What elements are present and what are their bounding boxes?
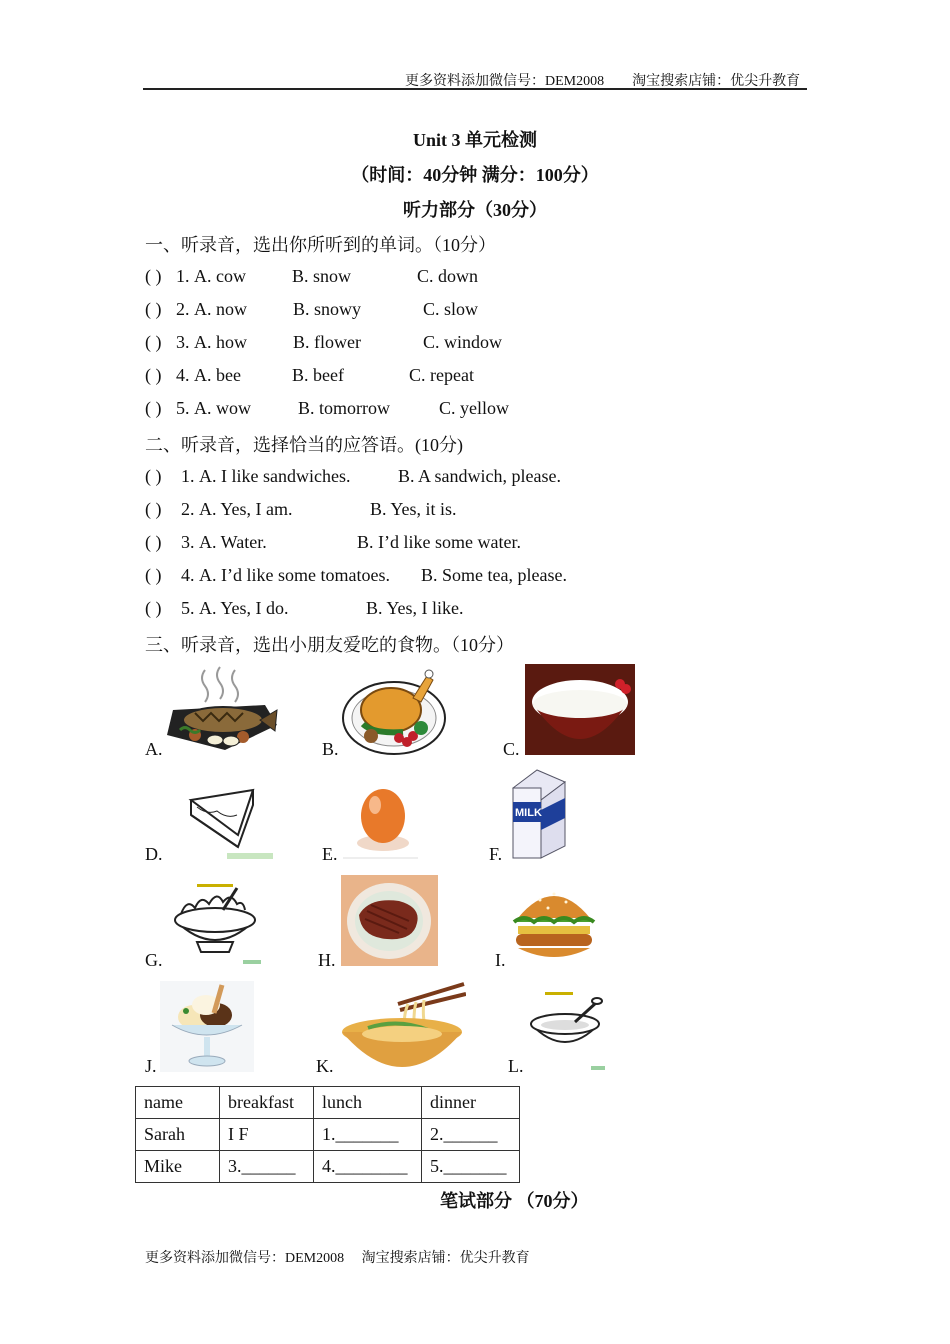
label-i: I. bbox=[495, 950, 506, 970]
answer-blank[interactable]: 3.______ bbox=[220, 1151, 314, 1183]
s2-q4-a: A. I’d like some tomatoes. bbox=[199, 565, 390, 585]
s2-q1-b: B. A sandwich, please. bbox=[398, 466, 561, 486]
s1-q5-paren[interactable]: ( ) bbox=[145, 398, 162, 418]
s2-q1-num: 1. bbox=[181, 466, 195, 486]
s1-q3-num: 3. bbox=[176, 332, 190, 352]
table-header-row bbox=[136, 1087, 520, 1119]
s2-q2-b: B. Yes, it is. bbox=[370, 499, 457, 519]
s1-q1-b: B. snow bbox=[292, 266, 352, 286]
s1-q4-b: B. beef bbox=[292, 365, 344, 385]
s2-q4-b: B. Some tea, please. bbox=[421, 565, 567, 585]
label-c: C. bbox=[503, 739, 520, 759]
s1-q4-a: A. bee bbox=[194, 365, 241, 385]
ice-cream-sundae-image bbox=[160, 981, 254, 1072]
s2-q2-paren[interactable]: ( ) bbox=[145, 499, 162, 519]
s1-q2-a: A. now bbox=[194, 299, 247, 319]
s1-q3-c: C. window bbox=[423, 332, 503, 352]
meat-plate-image bbox=[341, 875, 438, 966]
roast-chicken-image bbox=[341, 662, 449, 757]
table-header-cell: lunch bbox=[314, 1087, 422, 1119]
s2-q2-a: A. Yes, I am. bbox=[199, 499, 293, 519]
header-rule bbox=[143, 88, 807, 90]
table-header-cell: dinner bbox=[422, 1087, 520, 1119]
s2-q3-num: 3. bbox=[181, 532, 195, 552]
meal-table bbox=[135, 1086, 520, 1183]
s1-q1-num: 1. bbox=[176, 266, 190, 286]
s1-q3-a: A. how bbox=[194, 332, 247, 352]
s1-q5-c: C. yellow bbox=[439, 398, 509, 418]
label-g: G. bbox=[145, 950, 163, 970]
table-cell: I F bbox=[220, 1119, 314, 1151]
s1-q1-c: C. down bbox=[417, 266, 479, 286]
s1-q1-paren[interactable]: ( ) bbox=[145, 266, 162, 286]
label-f: F. bbox=[489, 844, 503, 864]
table-header-cell: name bbox=[136, 1087, 220, 1119]
written-title: 笔试部分 （70分） bbox=[440, 1191, 589, 1211]
s1-q2-b: B. snowy bbox=[293, 299, 362, 319]
s2-q5-a: A. Yes, I do. bbox=[199, 598, 289, 618]
label-j: J. bbox=[145, 1056, 157, 1076]
s1-q2-c: C. slow bbox=[423, 299, 479, 319]
s2-q4-num: 4. bbox=[181, 565, 195, 585]
section1-heading: 一、听录音，选出你所听到的单词。（10分） bbox=[145, 235, 496, 255]
s1-q4-paren[interactable]: ( ) bbox=[145, 365, 162, 385]
s1-q4-num: 4. bbox=[176, 365, 190, 385]
page-title: Unit 3 单元检测 bbox=[412, 130, 537, 150]
rice-bowl-image bbox=[525, 664, 635, 755]
table-header-cell: breakfast bbox=[220, 1087, 314, 1119]
section3-heading: 三、听录音，选出小朋友爱吃的食物。（10分） bbox=[145, 635, 514, 655]
s1-q5-b: B. tomorrow bbox=[298, 398, 390, 418]
noodle-bowl-image bbox=[338, 980, 466, 1072]
answer-blank[interactable]: 1._______ bbox=[314, 1119, 422, 1151]
section2-heading: 二、听录音，选择恰当的应答语。(10分) bbox=[145, 435, 463, 455]
fish-dish-image bbox=[165, 665, 280, 757]
label-a: A. bbox=[145, 739, 163, 759]
s1-q5-a: A. wow bbox=[194, 398, 251, 418]
label-b: B. bbox=[322, 739, 339, 759]
egg-image bbox=[343, 785, 418, 862]
label-h: H. bbox=[318, 950, 336, 970]
sandwich-image bbox=[183, 785, 275, 862]
s1-q2-paren[interactable]: ( ) bbox=[145, 299, 162, 319]
label-k: K. bbox=[316, 1056, 334, 1076]
s1-q3-paren[interactable]: ( ) bbox=[145, 332, 162, 352]
table-row bbox=[136, 1119, 520, 1151]
milk-carton-text: MILK bbox=[515, 807, 542, 819]
label-d: D. bbox=[145, 844, 163, 864]
s2-q1-a: A. I like sandwiches. bbox=[199, 466, 351, 486]
s2-q4-paren[interactable]: ( ) bbox=[145, 565, 162, 585]
s2-q3-b: B. I’d like some water. bbox=[357, 532, 521, 552]
page-header: 更多资料添加微信号：DEM2008 淘宝搜索店铺：优尖升教育 bbox=[405, 74, 801, 89]
page-subtitle: （时间：40分钟 满分：100分） bbox=[351, 165, 599, 185]
s2-q3-a: A. Water. bbox=[199, 532, 267, 552]
salad-bowl-image bbox=[167, 880, 263, 968]
soup-bowl-image bbox=[525, 988, 609, 1072]
table-cell: Mike bbox=[136, 1151, 220, 1183]
hamburger-image bbox=[510, 878, 598, 968]
s2-q5-num: 5. bbox=[181, 598, 195, 618]
s2-q5-paren[interactable]: ( ) bbox=[145, 598, 162, 618]
listening-title: 听力部分（30分） bbox=[403, 200, 547, 220]
milk-carton-image bbox=[505, 768, 571, 863]
s2-q2-num: 2. bbox=[181, 499, 195, 519]
s1-q3-b: B. flower bbox=[293, 332, 361, 352]
table-row bbox=[136, 1151, 520, 1183]
label-l: L. bbox=[508, 1056, 524, 1076]
page-footer: 更多资料添加微信号：DEM2008 淘宝搜索店铺：优尖升教育 bbox=[145, 1251, 530, 1266]
answer-blank[interactable]: 4.________ bbox=[314, 1151, 422, 1183]
table-cell: Sarah bbox=[136, 1119, 220, 1151]
s1-q1-a: A. cow bbox=[194, 266, 246, 286]
s2-q3-paren[interactable]: ( ) bbox=[145, 532, 162, 552]
s1-q2-num: 2. bbox=[176, 299, 190, 319]
label-e: E. bbox=[322, 844, 338, 864]
s1-q5-num: 5. bbox=[176, 398, 190, 418]
s2-q1-paren[interactable]: ( ) bbox=[145, 466, 162, 486]
s2-q5-b: B. Yes, I like. bbox=[366, 598, 464, 618]
answer-blank[interactable]: 5._______ bbox=[422, 1151, 520, 1183]
s1-q4-c: C. repeat bbox=[409, 365, 474, 385]
answer-blank[interactable]: 2.______ bbox=[422, 1119, 520, 1151]
